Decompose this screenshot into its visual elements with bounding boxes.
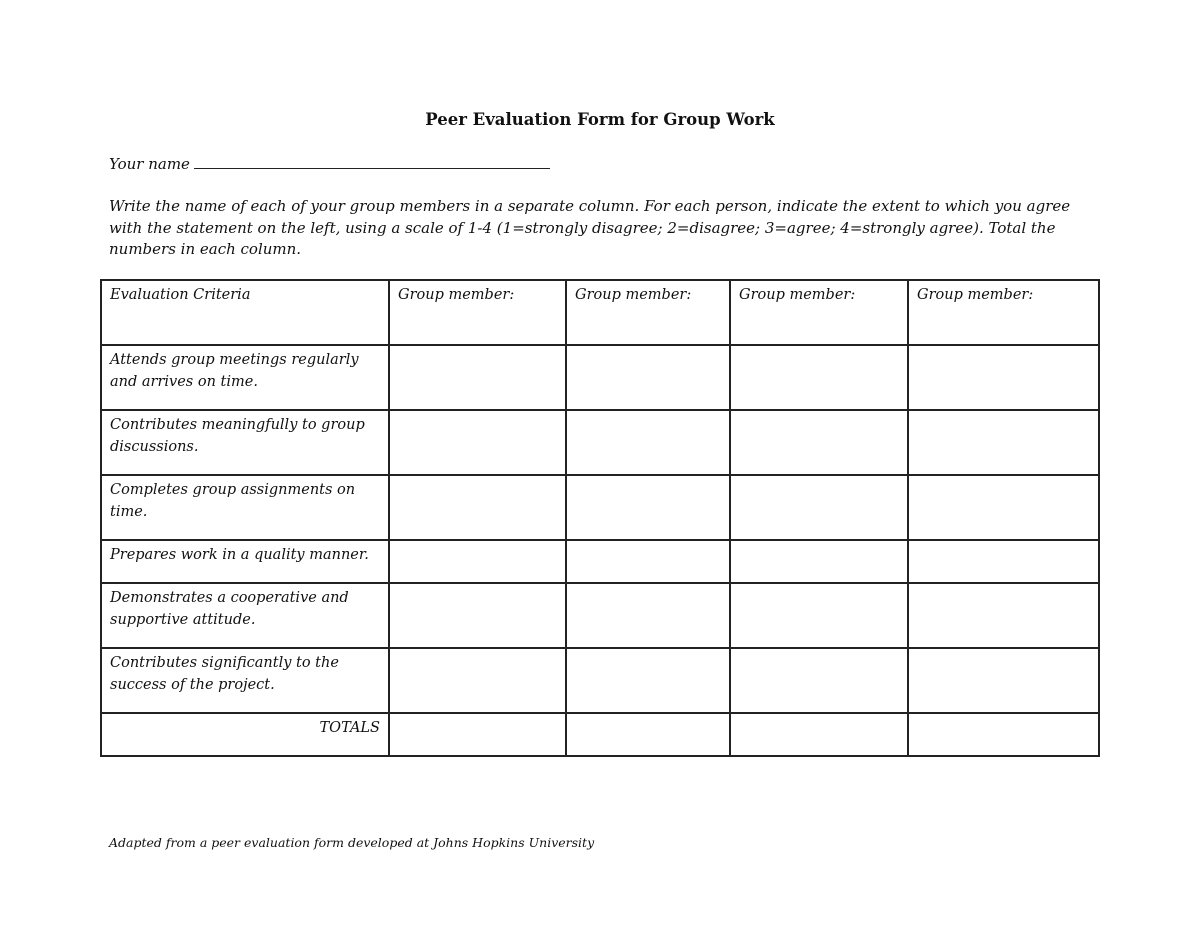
- score-cell[interactable]: [566, 475, 730, 540]
- score-cell[interactable]: [566, 345, 730, 410]
- total-cell[interactable]: [908, 713, 1099, 756]
- header-group-member-4[interactable]: Group member:: [908, 280, 1099, 345]
- score-cell[interactable]: [730, 540, 908, 583]
- totals-row: [101, 713, 1099, 756]
- score-cell[interactable]: [389, 475, 566, 540]
- table-row: [101, 475, 1099, 540]
- instructions-text: Write the name of each of your group members in a separate column. For each person, indicate the extent to which you agree with the statement on the left, using a scale of 1-4 (1=strongly disagree; 2=disagree; 3=agree; 4=strongly agree). Total the numbers in each column.: [109, 197, 1071, 258]
- table-row: [101, 583, 1099, 648]
- total-cell[interactable]: [730, 713, 908, 756]
- score-cell[interactable]: [730, 345, 908, 410]
- header-group-member-2[interactable]: Group member:: [566, 280, 730, 345]
- score-cell[interactable]: [389, 648, 566, 713]
- score-cell[interactable]: [730, 410, 908, 475]
- table-header-row: [101, 280, 1099, 345]
- score-cell[interactable]: [730, 648, 908, 713]
- total-cell[interactable]: [389, 713, 566, 756]
- score-cell[interactable]: [389, 345, 566, 410]
- criterion-label: Completes group assignments on time.: [101, 475, 389, 540]
- score-cell[interactable]: [566, 583, 730, 648]
- score-cell[interactable]: [908, 410, 1099, 475]
- criterion-label: Demonstrates a cooperative and supportive attitude.: [101, 583, 389, 648]
- header-group-member-3[interactable]: Group member:: [730, 280, 908, 345]
- score-cell[interactable]: [566, 410, 730, 475]
- your-name-blank[interactable]: [194, 154, 550, 169]
- score-cell[interactable]: [908, 648, 1099, 713]
- score-cell[interactable]: [908, 583, 1099, 648]
- criterion-label: Prepares work in a quality manner.: [101, 540, 389, 583]
- criterion-label: Contributes meaningfully to group discussions.: [101, 410, 389, 475]
- evaluation-table: [100, 279, 1100, 757]
- header-group-member-1[interactable]: Group member:: [389, 280, 566, 345]
- table-row: [101, 540, 1099, 583]
- score-cell[interactable]: [908, 345, 1099, 410]
- your-name-line: [109, 154, 550, 173]
- score-cell[interactable]: [908, 475, 1099, 540]
- criterion-label: Contributes significantly to the success of the project.: [101, 648, 389, 713]
- score-cell[interactable]: [566, 540, 730, 583]
- table-row: [101, 648, 1099, 713]
- header-evaluation-criteria: Evaluation Criteria: [101, 280, 389, 345]
- score-cell[interactable]: [389, 583, 566, 648]
- footer-attribution: Adapted from a peer evaluation form developed at Johns Hopkins University: [109, 835, 595, 850]
- totals-label: TOTALS: [101, 713, 389, 756]
- form-title: Peer Evaluation Form for Group Work: [425, 110, 775, 129]
- score-cell[interactable]: [566, 648, 730, 713]
- score-cell[interactable]: [389, 410, 566, 475]
- total-cell[interactable]: [566, 713, 730, 756]
- score-cell[interactable]: [730, 583, 908, 648]
- table-row: [101, 410, 1099, 475]
- table-row: [101, 345, 1099, 410]
- score-cell[interactable]: [389, 540, 566, 583]
- your-name-label: Your name: [109, 155, 190, 173]
- criterion-label: Attends group meetings regularly and arrives on time.: [101, 345, 389, 410]
- score-cell[interactable]: [908, 540, 1099, 583]
- score-cell[interactable]: [730, 475, 908, 540]
